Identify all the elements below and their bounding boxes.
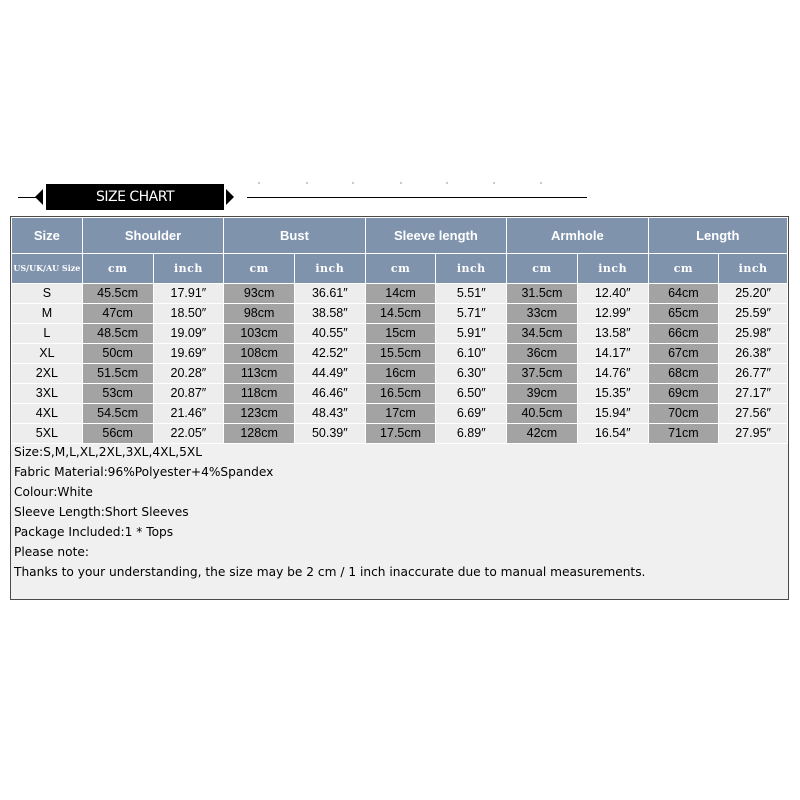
unit-cm: cm [365, 254, 436, 284]
inch-value-cell: 6.89″ [436, 424, 507, 444]
cm-value-cell: 69cm [648, 384, 719, 404]
inch-value-cell: 5.51″ [436, 284, 507, 304]
size-chart-header [0, 180, 800, 216]
inch-value-cell: 36.61″ [294, 284, 365, 304]
inch-value-cell: 12.99″ [577, 304, 648, 324]
inch-value-cell: 27.17″ [719, 384, 788, 404]
unit-cm: cm [224, 254, 295, 284]
cm-value-cell: 17cm [365, 404, 436, 424]
unit-header-row [12, 254, 788, 284]
cm-value-cell: 36cm [507, 344, 578, 364]
inch-value-cell: 38.58″ [294, 304, 365, 324]
inch-value-cell: 25.59″ [719, 304, 788, 324]
cm-value-cell: 71cm [648, 424, 719, 444]
size-table [11, 217, 788, 444]
unit-inch: inch [577, 254, 648, 284]
table-row [12, 304, 788, 324]
cm-value-cell: 103cm [224, 324, 295, 344]
table-row [12, 404, 788, 424]
unit-inch: inch [294, 254, 365, 284]
cm-value-cell: 14cm [365, 284, 436, 304]
size-cell: 4XL [12, 404, 83, 424]
note-line: Package Included:1 * Tops [14, 525, 174, 539]
inch-value-cell: 40.55″ [294, 324, 365, 344]
inch-value-cell: 25.20″ [719, 284, 788, 304]
inch-value-cell: 21.46″ [153, 404, 224, 424]
cm-value-cell: 98cm [224, 304, 295, 324]
cm-value-cell: 17.5cm [365, 424, 436, 444]
inch-value-cell: 15.94″ [577, 404, 648, 424]
inch-value-cell: 27.56″ [719, 404, 788, 424]
inch-value-cell: 17.91″ [153, 284, 224, 304]
table-row [12, 384, 788, 404]
inch-value-cell: 50.39″ [294, 424, 365, 444]
cm-value-cell: 34.5cm [507, 324, 578, 344]
cm-value-cell: 42cm [507, 424, 578, 444]
size-table-body [12, 284, 788, 444]
cm-value-cell: 40.5cm [507, 404, 578, 424]
cm-value-cell: 47cm [82, 304, 153, 324]
cm-value-cell: 14.5cm [365, 304, 436, 324]
size-cell: S [12, 284, 83, 304]
inch-value-cell: 27.95″ [719, 424, 788, 444]
inch-value-cell: 19.69″ [153, 344, 224, 364]
inch-value-cell: 26.38″ [719, 344, 788, 364]
cm-value-cell: 15.5cm [365, 344, 436, 364]
header-dot-row [250, 182, 590, 186]
inch-value-cell: 44.49″ [294, 364, 365, 384]
inch-value-cell: 26.77″ [719, 364, 788, 384]
note-line: Sleeve Length:Short Sleeves [14, 505, 189, 519]
header-right-rule [247, 197, 587, 198]
inch-value-cell: 22.05″ [153, 424, 224, 444]
cm-value-cell: 118cm [224, 384, 295, 404]
inch-value-cell: 16.54″ [577, 424, 648, 444]
cm-value-cell: 39cm [507, 384, 578, 404]
size-chart-title: SIZE CHART [95, 189, 175, 205]
inch-value-cell: 42.52″ [294, 344, 365, 364]
inch-value-cell: 46.46″ [294, 384, 365, 404]
cm-value-cell: 128cm [224, 424, 295, 444]
cm-value-cell: 33cm [507, 304, 578, 324]
cm-value-cell: 67cm [648, 344, 719, 364]
cm-value-cell: 50cm [82, 344, 153, 364]
cm-value-cell: 45.5cm [82, 284, 153, 304]
table-row [12, 324, 788, 344]
cm-value-cell: 53cm [82, 384, 153, 404]
cm-value-cell: 108cm [224, 344, 295, 364]
cm-value-cell: 48.5cm [82, 324, 153, 344]
unit-inch: inch [436, 254, 507, 284]
inch-value-cell: 20.28″ [153, 364, 224, 384]
cm-value-cell: 93cm [224, 284, 295, 304]
inch-value-cell: 14.17″ [577, 344, 648, 364]
inch-value-cell: 18.50″ [153, 304, 224, 324]
cm-value-cell: 113cm [224, 364, 295, 384]
unit-cm: cm [507, 254, 578, 284]
cm-value-cell: 66cm [648, 324, 719, 344]
inch-value-cell: 6.30″ [436, 364, 507, 384]
size-cell: 2XL [12, 364, 83, 384]
note-line: Fabric Material:96%Polyester+4%Spandex [14, 465, 274, 479]
table-row [12, 364, 788, 384]
cm-value-cell: 16.5cm [365, 384, 436, 404]
cm-value-cell: 123cm [224, 404, 295, 424]
cm-value-cell: 16cm [365, 364, 436, 384]
cm-value-cell: 68cm [648, 364, 719, 384]
inch-value-cell: 6.50″ [436, 384, 507, 404]
cm-value-cell: 64cm [648, 284, 719, 304]
inch-value-cell: 6.69″ [436, 404, 507, 424]
note-line: Thanks to your understanding, the size may be 2 cm / 1 inch inaccurate due to manual measurements. [14, 565, 646, 579]
inch-value-cell: 6.10″ [436, 344, 507, 364]
group-header-sleeve-length: Sleeve length [365, 218, 506, 254]
unit-cm: cm [82, 254, 153, 284]
cm-value-cell: 54.5cm [82, 404, 153, 424]
cm-value-cell: 37.5cm [507, 364, 578, 384]
cm-value-cell: 56cm [82, 424, 153, 444]
inch-value-cell: 15.35″ [577, 384, 648, 404]
group-header-bust: Bust [224, 218, 365, 254]
table-header-row [12, 218, 788, 254]
cm-value-cell: 51.5cm [82, 364, 153, 384]
group-header-armhole: Armhole [507, 218, 648, 254]
table-row [12, 424, 788, 444]
inch-value-cell: 25.98″ [719, 324, 788, 344]
size-cell: 3XL [12, 384, 83, 404]
cm-value-cell: 31.5cm [507, 284, 578, 304]
group-header-length: Length [648, 218, 787, 254]
unit-inch: inch [719, 254, 788, 284]
note-line: Please note: [14, 545, 89, 559]
group-header-shoulder: Shoulder [82, 218, 223, 254]
inch-value-cell: 5.71″ [436, 304, 507, 324]
table-row [12, 284, 788, 304]
size-header: Size [12, 218, 83, 254]
table-row [12, 344, 788, 364]
inch-value-cell: 14.76″ [577, 364, 648, 384]
unit-inch: inch [153, 254, 224, 284]
note-line: Size:S,M,L,XL,2XL,3XL,4XL,5XL [14, 445, 202, 459]
inch-value-cell: 19.09″ [153, 324, 224, 344]
cm-value-cell: 70cm [648, 404, 719, 424]
region-size-label: US/UK/AU Size [12, 254, 83, 284]
cm-value-cell: 15cm [365, 324, 436, 344]
cm-value-cell: 65cm [648, 304, 719, 324]
size-chart-title-tag [35, 184, 245, 210]
size-cell: XL [12, 344, 83, 364]
inch-value-cell: 12.40″ [577, 284, 648, 304]
unit-cm: cm [648, 254, 719, 284]
size-cell: M [12, 304, 83, 324]
product-notes [14, 442, 784, 582]
inch-value-cell: 13.58″ [577, 324, 648, 344]
inch-value-cell: 48.43″ [294, 404, 365, 424]
inch-value-cell: 20.87″ [153, 384, 224, 404]
inch-value-cell: 5.91″ [436, 324, 507, 344]
size-chart-frame [10, 216, 789, 600]
size-cell: 5XL [12, 424, 83, 444]
note-line: Colour:White [14, 485, 93, 499]
size-cell: L [12, 324, 83, 344]
